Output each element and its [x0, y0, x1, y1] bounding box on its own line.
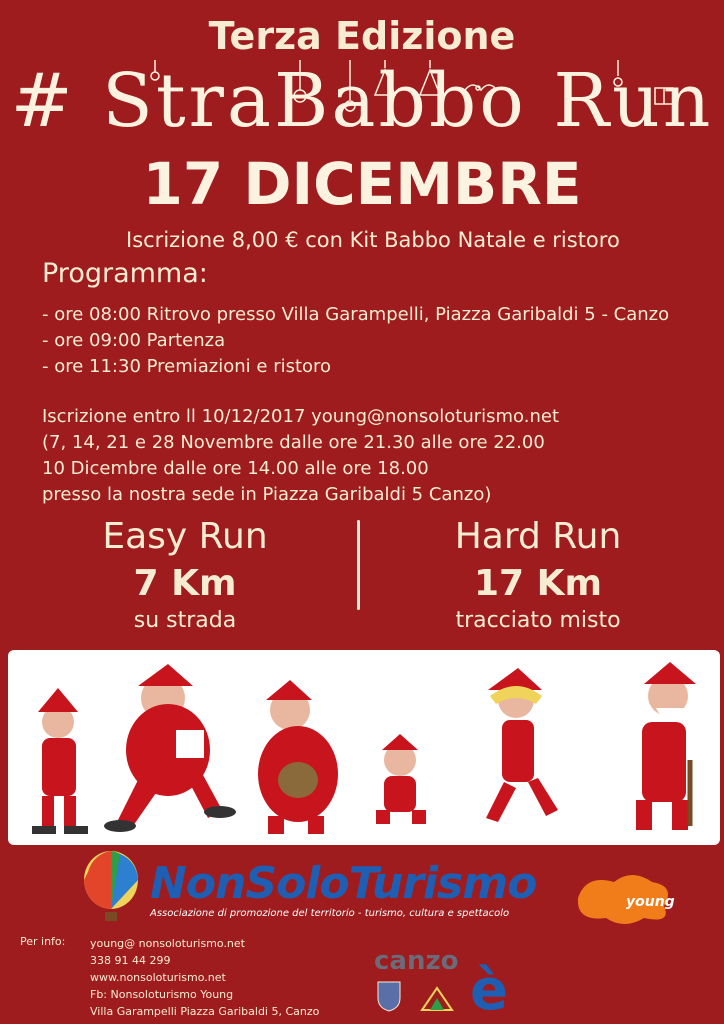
registration-line: Iscrizione entro ll 10/12/2017 young@nonsoloturismo.net: [42, 406, 559, 427]
santa-runner-figure: [636, 662, 696, 830]
event-date: 17 DICEMBRE: [142, 150, 582, 218]
contact-line: 338 91 44 299: [90, 954, 171, 967]
santa-runner-figure: [258, 680, 338, 834]
hot-air-balloon-icon: [80, 850, 142, 928]
coat-of-arms-icon: [376, 978, 402, 1012]
run-divider: [357, 520, 360, 610]
ornaments-decoration: [140, 60, 700, 140]
mountain-icon: [420, 984, 454, 1012]
edition-label: Terza Edizione: [208, 14, 516, 58]
santa-runners-illustration: [8, 650, 720, 845]
registration-line: presso la nostra sede in Piazza Garibaldi 5 Canzo): [42, 484, 492, 505]
contact-label: Per info:: [20, 935, 66, 948]
program-item: - ore 08:00 Ritrovo presso Villa Garampelli, Piazza Garibaldi 5 - Canzo: [42, 304, 670, 325]
brand-logo-text: NonSoloTurismo: [150, 858, 537, 909]
registration-info: [42, 404, 559, 508]
santa-runner-figure: [104, 664, 236, 832]
run-distance: 7 Km: [133, 563, 237, 604]
contact-line: Fb: Nonsoloturismo Young: [90, 988, 234, 1001]
brand-badge: young: [626, 894, 675, 910]
santa-runners-banner: [8, 650, 720, 845]
run-name: Hard Run: [454, 516, 622, 557]
contact-info: [90, 935, 319, 1020]
program-list: [42, 302, 669, 380]
program-item: - ore 11:30 Premiazioni e ristoro: [42, 356, 332, 377]
santa-runner-figure: [486, 668, 558, 822]
program-heading: Programma:: [42, 258, 208, 289]
contact-line: young@ nonsoloturismo.net: [90, 937, 245, 950]
registration-line: (7, 14, 21 e 28 Novembre dalle ore 21.30 alle ore 22.00: [42, 432, 545, 453]
program-item: - ore 09:00 Partenza: [42, 330, 226, 351]
run-distance: 17 Km: [473, 563, 603, 604]
run-terrain: tracciato misto: [455, 608, 621, 633]
run-terrain: su strada: [133, 608, 237, 633]
run-name: Easy Run: [102, 516, 268, 557]
easy-run-block: [35, 516, 335, 633]
contact-line: Villa Garampelli Piazza Garibaldi 5, Canzo: [90, 1005, 320, 1018]
sponsor-logo-mark: è: [470, 958, 508, 1023]
santa-runner-figure: [376, 734, 426, 824]
hard-run-block: [388, 516, 688, 633]
santa-runner-figure: [32, 688, 88, 834]
event-title: # StraBabbo Run: [10, 58, 714, 144]
sponsor-logo-text: canzo: [374, 946, 459, 976]
fee-info: Iscrizione 8,00 € con Kit Babbo Natale e ristoro: [126, 228, 620, 252]
contact-line: www.nonsoloturismo.net: [90, 971, 226, 984]
brand-tagline: Associazione di promozione del territorio - turismo, cultura e spettacolo: [150, 908, 510, 919]
registration-line: 10 Dicembre dalle ore 14.00 alle ore 18.00: [42, 458, 429, 479]
